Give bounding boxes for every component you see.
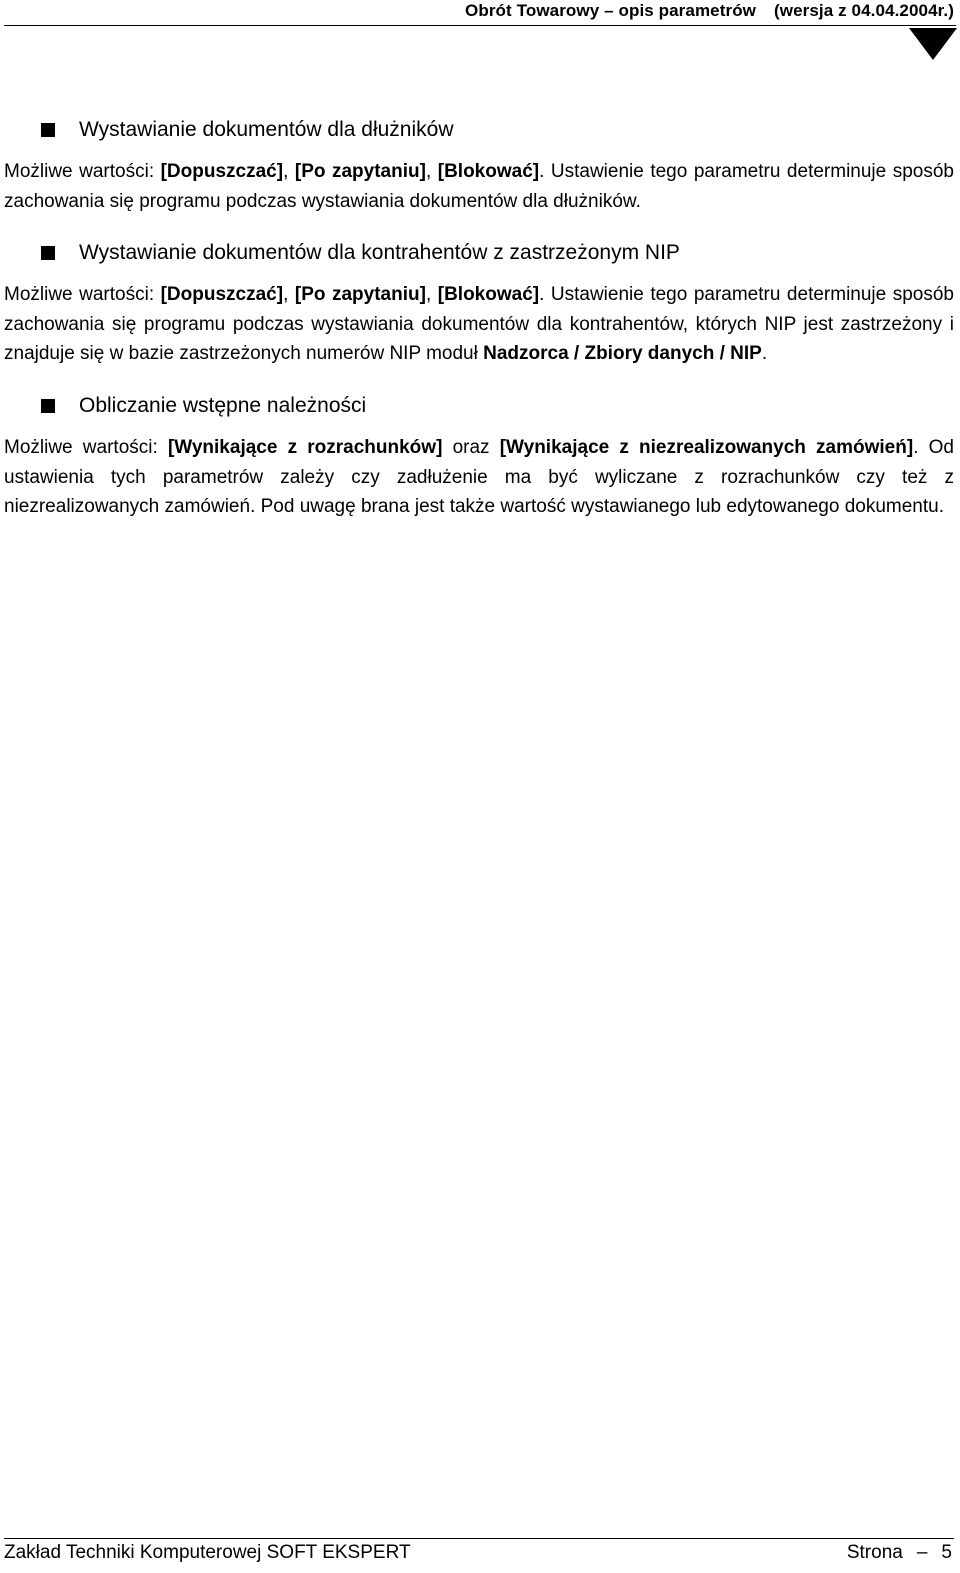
text-run: Możliwe wartości: (4, 161, 161, 182)
page-separator: – (916, 1542, 928, 1563)
text-run: , (425, 161, 438, 182)
page-header (0, 0, 960, 62)
option-value: [Dopuszczać] (160, 284, 284, 306)
page-number: 5 (941, 1542, 952, 1563)
header-title (465, 1, 954, 21)
option-value: [Po zapytaniu] (294, 284, 426, 306)
text-run: Możliwe wartości: (4, 436, 168, 458)
text-run: . (761, 343, 768, 365)
text-run: . Od ustawienia tych parametrów zależy czy zadłużenie ma być wyliczane z rozrachunków czy też z niezrealizowanych zamówień. Pod uwagę brana jest także wartość wystawianego lub edytowanego dokumentu. (4, 436, 954, 518)
section-restricted-nip (4, 237, 954, 369)
option-value: [Blokować] (437, 161, 540, 182)
option-value: [Blokować] (437, 284, 540, 306)
page-footer (4, 1538, 954, 1568)
square-bullet-icon (41, 399, 55, 413)
footer-divider (4, 1538, 954, 1539)
section-description (4, 433, 954, 522)
text-run: . Ustawienie tego parametru determinuje sposób zachowania się programu podczas wystawiania dokumentów dla dłużników. (4, 161, 954, 212)
option-value: [Dopuszczać] (160, 161, 284, 182)
option-value: [Wynikające z rozrachunków] (167, 436, 443, 458)
page-label: Strona (846, 1542, 903, 1563)
text-run: , (283, 161, 295, 182)
square-bullet-icon (41, 246, 55, 260)
text-run: , (425, 284, 438, 306)
section-debtors (4, 114, 954, 216)
text-run: , (283, 284, 295, 306)
option-value: [Po zapytaniu] (294, 161, 426, 182)
text-run: oraz (442, 436, 500, 458)
section-heading (4, 237, 954, 269)
page-number-label (847, 1542, 952, 1564)
section-heading-text: Wystawianie dokumentów dla dłużników (79, 118, 454, 141)
section-heading-text: Obliczanie wstępne należności (79, 393, 367, 417)
document-title: Obrót Towarowy – opis parametrów (465, 1, 757, 20)
section-receivables (4, 390, 954, 522)
document-body (4, 114, 954, 522)
square-bullet-icon (41, 123, 55, 137)
document-version: (wersja z 04.04.2004r.) (774, 1, 954, 20)
section-description (4, 157, 954, 216)
triangle-down-icon (909, 28, 957, 60)
section-heading (4, 390, 954, 422)
footer-company: Zakład Techniki Komputerowej SOFT EKSPERT (4, 1542, 411, 1563)
section-heading (4, 114, 954, 146)
section-heading-text: Wystawianie dokumentów dla kontrahentów z zastrzeżonym NIP (79, 241, 680, 265)
section-description (4, 280, 954, 369)
text-run: Możliwe wartości: (4, 284, 161, 306)
text-run: . Ustawienie tego parametru determinuje sposób zachowania się programu podczas wystawiania dokumentów dla kontrahentów, których NIP jest zastrzeżony i znajduje się w bazie zastrzeżonych numerów NIP moduł (4, 284, 954, 365)
option-value: [Wynikające z niezrealizowanych zamówień] (499, 436, 914, 458)
module-path: Nadzorca / Zbiory danych / NIP (483, 343, 762, 365)
header-divider (4, 25, 956, 26)
